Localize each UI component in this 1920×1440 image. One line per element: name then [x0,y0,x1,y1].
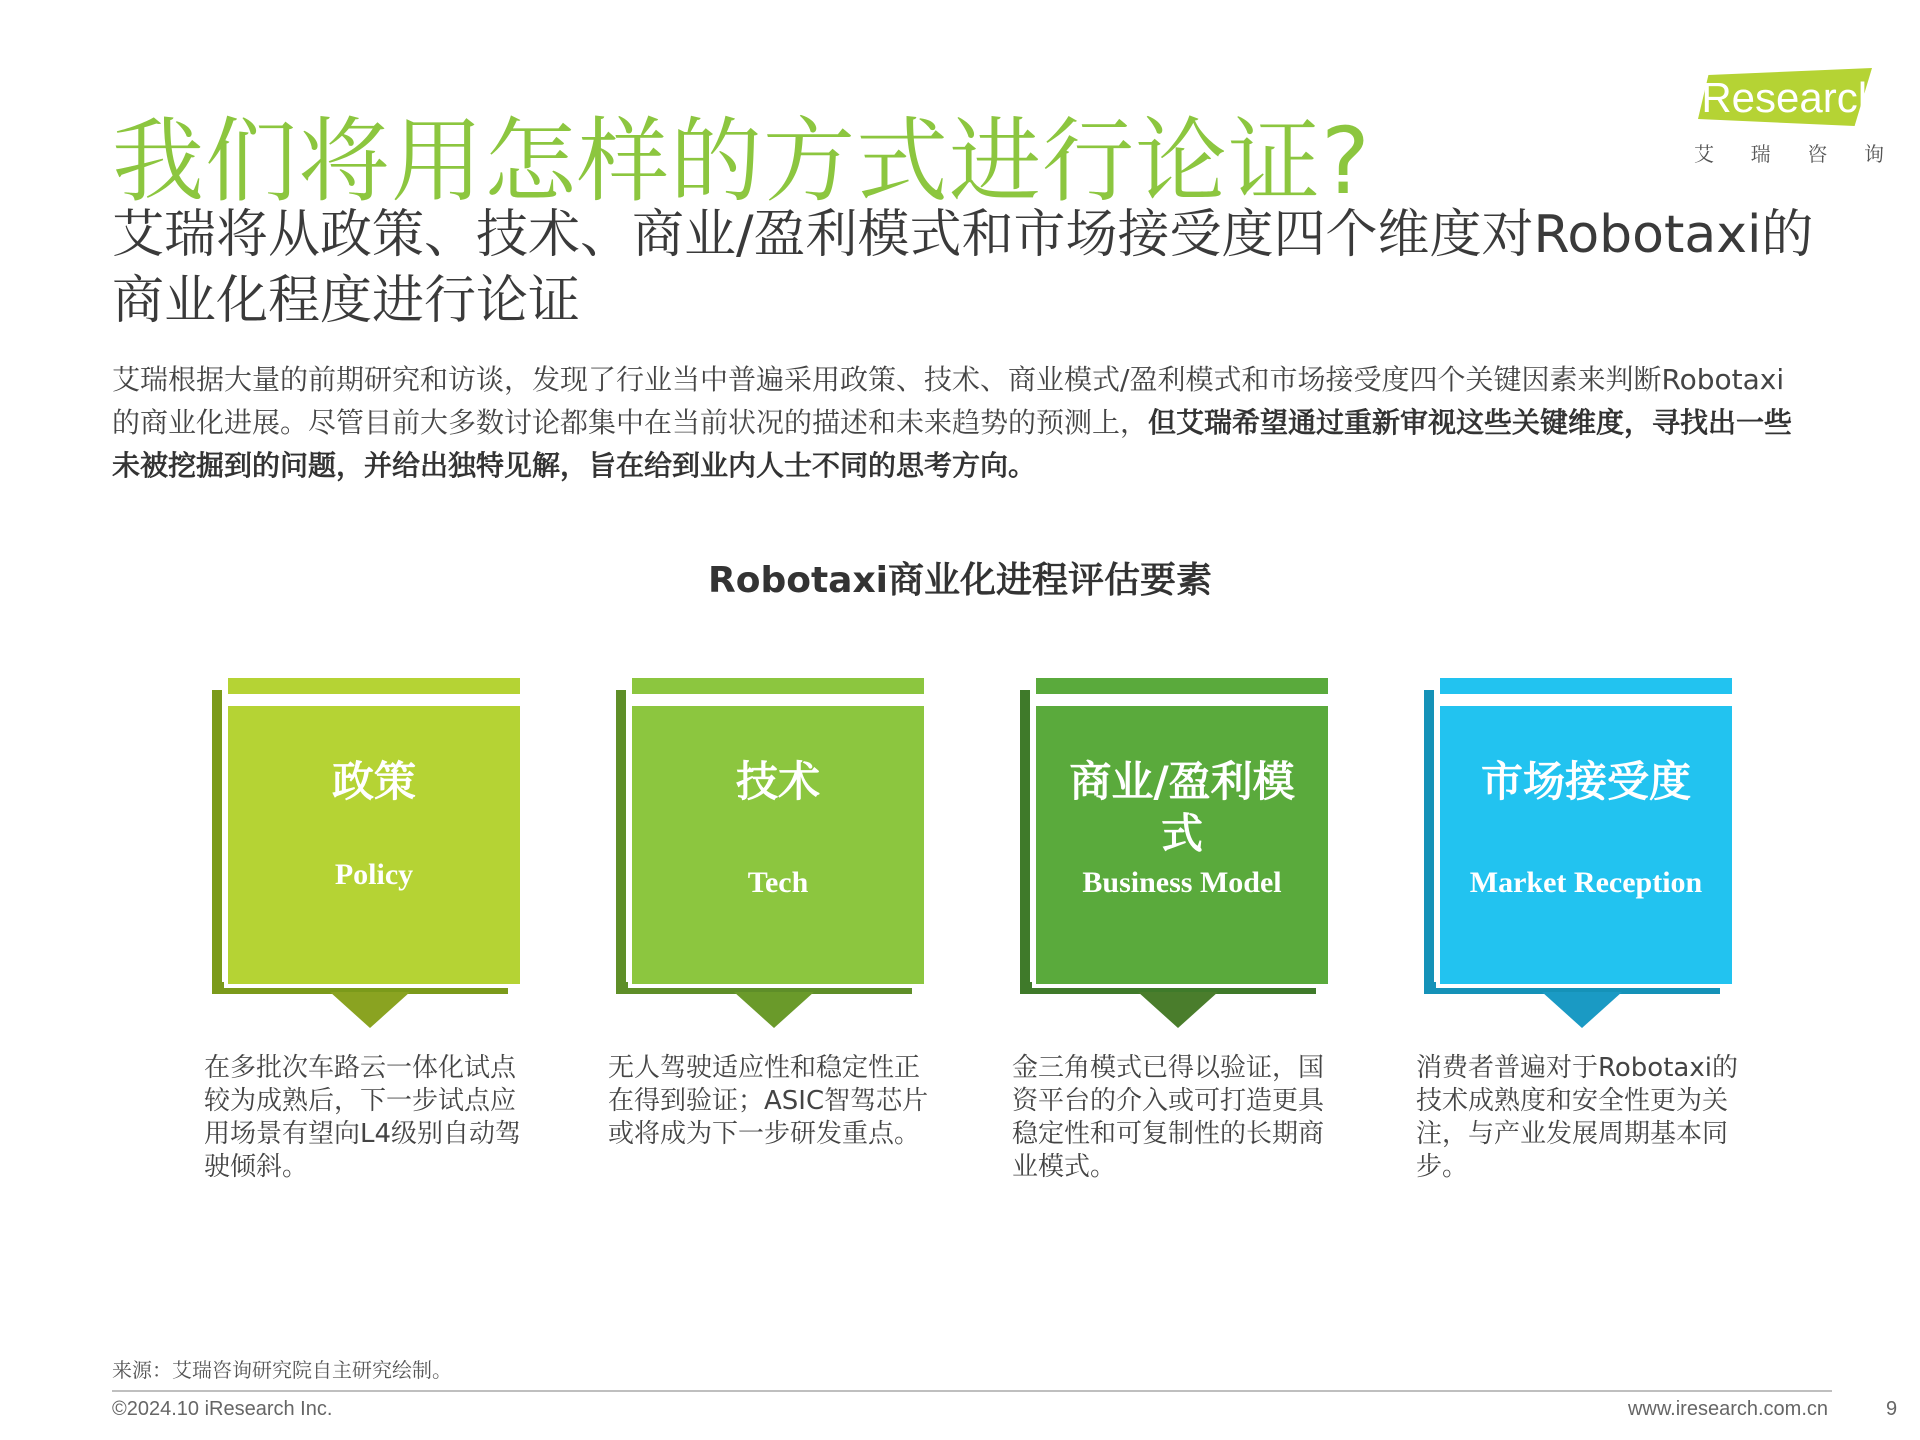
card-shadow-left [212,690,222,992]
factor-card-tech [616,678,926,1018]
card-shadow-left [1020,690,1030,992]
page-title: 我们将用怎样的方式进行论证? [112,108,1371,215]
card-title-en: Policy [334,858,414,891]
copyright-text: ©2024.10 iResearch Inc. [112,1398,333,1420]
card-top-bar [228,678,520,694]
intro-normal-text: 艾瑞根据大量的前期研究和访谈，发现了行业当中普遍采用政策、技术、商业模式/盈利模式和市场接受度四个关键因素来判断Robotaxi的商业化进展。尽管目前大多数讨论都集中在当前状况的描述和未来趋势的预测上， [112,363,1785,439]
factor-card-policy [212,678,522,1018]
factor-card-business-model [1020,678,1330,1018]
footer-divider [112,1390,1832,1392]
card-title-cn: 市场接受度 [1480,757,1691,806]
card-shadow-left [1424,690,1434,992]
card-top-bar [632,678,924,694]
card-title-en: Market Reception [1469,866,1703,899]
card-description-business-model: 金三角模式已得以验证，国资平台的介入或可打造更具稳定性和可复制性的长期商业模式。 [1012,1053,1325,1182]
card-pointer [330,992,410,1028]
factor-card-market-reception [1424,678,1734,1018]
card-box [1440,706,1732,984]
logo-wordmark: iResearch [1692,74,1882,121]
logo-chinese-name [1694,138,1884,167]
card-title-cn: 技术 [735,757,820,806]
card-top-bar [1440,678,1732,694]
card-box [228,706,520,984]
card-shadow-left [616,690,626,992]
intro-paragraph [112,358,1812,487]
card-description-tech: 无人驾驶适应性和稳定性正在得到验证；ASIC智驾芯片或将成为下一步研发重点。 [608,1053,929,1149]
card-top-bar [1036,678,1328,694]
website-text: www.iresearch.com.cn [1627,1398,1828,1420]
logo-char: 询 [1863,142,1884,166]
card-box [632,706,924,984]
source-note: 来源：艾瑞咨询研究院自主研究绘制。 [112,1358,452,1382]
page-number: 9 [1886,1398,1898,1420]
diagram-title: Robotaxi商业化进程评估要素 [707,560,1213,601]
page-subtitle: 艾瑞将从政策、技术、商业/盈利模式和市场接受度四个维度对Robotaxi的商业化程度进行论证 [112,205,1814,331]
card-description-policy: 在多批次车路云一体化试点较为成熟后，下一步试点应用场景有望向L4级别自动驾驶倾斜。 [204,1053,522,1182]
card-title-en: Business Model [1082,866,1282,899]
logo-char: 咨 [1807,142,1828,166]
card-title-en: Tech [747,866,809,899]
intro-bold-text: 但艾瑞希望通过重新审视这些关键维度，寻找出一些未被挖掘到的问题，并给出独特见解，旨在给到业内人士不同的思考方向。 [112,406,1793,482]
card-pointer [1138,992,1218,1028]
logo-char: 艾 [1694,142,1714,166]
card-description-market-reception: 消费者普遍对于Robotaxi的技术成熟度和安全性更为关注，与产业发展周期基本同步。 [1416,1053,1738,1182]
logo-char: 瑞 [1750,142,1771,166]
card-title-cn: 政策 [331,757,416,806]
card-title-cn: 商业/盈利模式 [1069,757,1295,858]
card-pointer [734,992,814,1028]
card-pointer [1542,992,1622,1028]
iresearch-logo [1688,66,1888,176]
